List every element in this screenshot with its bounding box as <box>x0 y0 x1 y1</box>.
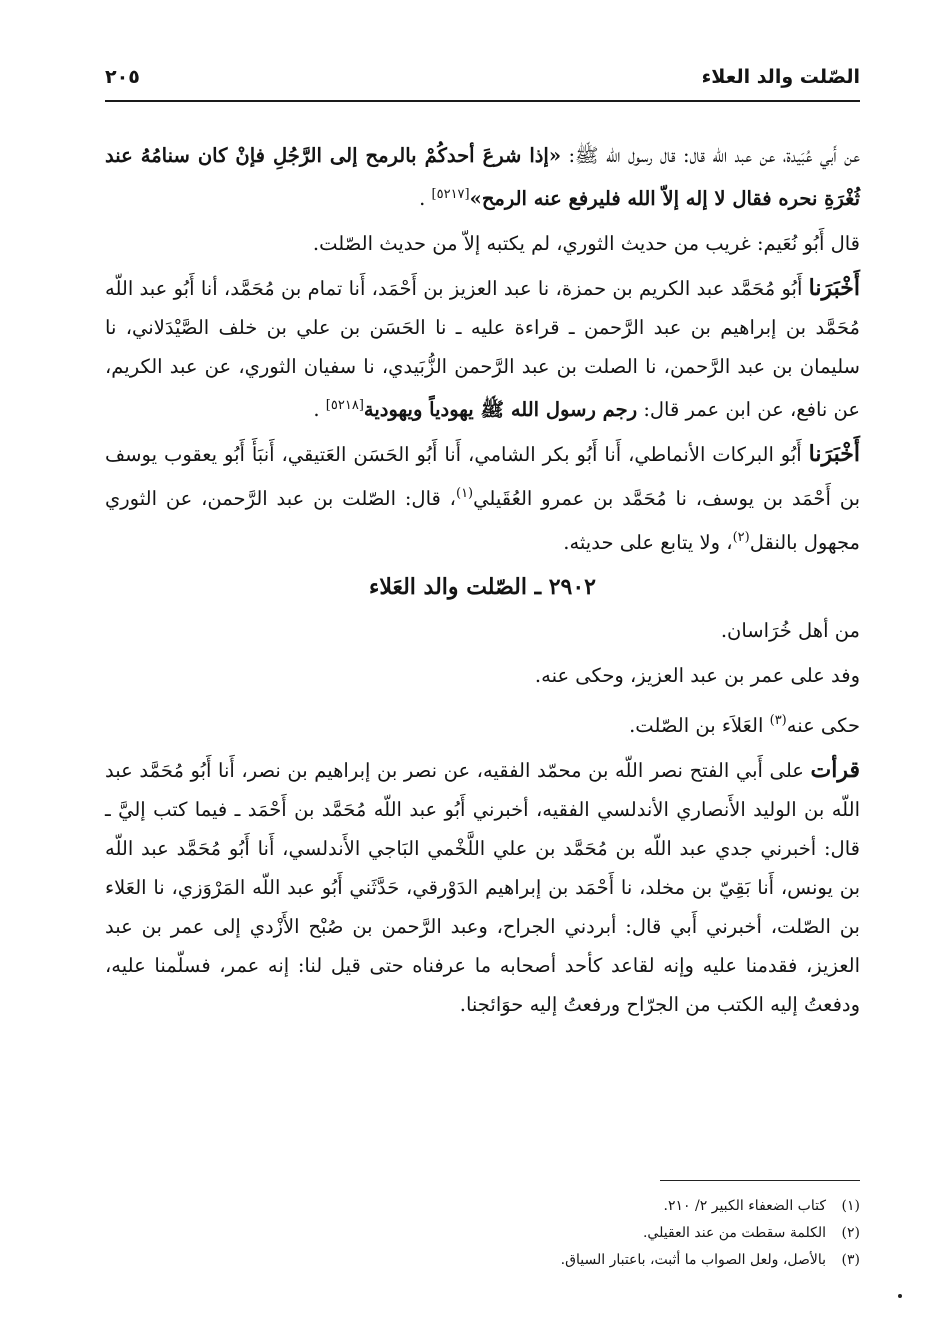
line-visit: وفد على عمر بن عبد العزيز، وحكى عنه. <box>534 664 860 687</box>
paragraph-qaraat <box>105 751 860 1024</box>
keyword-akhbarana: أَخْبَرَنا <box>808 441 860 467</box>
footnote-text: بالأصل، ولعل الصواب ما أثبت، باعتبار السياق. <box>560 1252 826 1268</box>
paragraph-isnad-2 <box>105 269 860 429</box>
footnotes <box>105 1193 860 1274</box>
narration-text: على أَبي الفتح نصر اللّه بن محمّد الفقيه، عن نصر بن إبراهيم بن نصر، أَنا أَبُو مُحَمَّد عبد اللّه بن الوليد الأَنصاري الأندلسي الفقيه، أخبرني أَبُو عبد اللّه مُحَمَّد بن أَحْمَد ـ فيما كتب إليَّ ـ قال: أخبرني جدي عبد اللّه بن مُحَمَّد بن علي اللَّخْمي البَاجي الأَندلسي، أَنا أَبُو مُحَمَّد عبد اللّه بن يونس، أَنا بَقِيّ بن مخلد، نا أَحْمَد بن إبراهيم الدَوْرقي، حَدَّثَني أَبُو عبد اللّه المَرْوَزي، نا العَلاء بن الصّلت، أخبرني أَبي قال: أبردني الجراح، وعبد الرَّحمن بن صُبْح الأَزْدي إلى عمر بن عبد العزيز، فقدمنا عليه وإنه لقاعد كأحد أصحابه ما عرفناه حتى قيل لنا: إنه عمر، فسلّمنا عليه، ودفعتُ إليه الكتب من الجرّاح ورفعتُ إليه حوَائجنا. <box>105 759 860 1016</box>
isnad-text: عن أَبي عُبَيدة، عن عبد اللّه قال: قال رسول الله ﷺ: <box>561 144 860 167</box>
keyword-akhbarana: أَخْبَرَنا <box>808 275 860 301</box>
paragraph-hadith-spear <box>105 136 860 218</box>
footnote-2 <box>105 1220 860 1247</box>
line-origin: من أهل خُرَاسان. <box>720 619 860 642</box>
comment-text: قال أَبُو نُعَيم: غريب من حديث الثوري، لم يكتبه إلاّ من حديث الصّلت. <box>312 232 860 255</box>
sentence-end: . <box>313 398 326 421</box>
paragraph-isnad-3 <box>105 435 860 562</box>
entry-title: ٢٩٠٢ ـ الصّلت والد العَلاء <box>368 574 596 600</box>
narrator-name: العَلاَء بن الصّلت. <box>629 714 770 737</box>
hadith-ref-number: [٥٢١٨] <box>325 398 364 413</box>
isnad-text: أَبُو مُحَمَّد عبد الكريم بن حمزة، نا عبد العزيز بن أَحْمَد، أَنا تمام بن مُحَمَّد، أنا أَبُو عبد اللّه مُحَمَّد بن إبراهيم بن عبد الرَّحمن ـ قراءة عليه ـ نا الحَسَن بن علي بن خلف الصَّيْدَلاني، نا سليمان بن عبد الرَّحمن، نا الصلت بن عبد الرَّحمن الزُّبَيدي، نا سفيان الثوري، عن عبد الكريم، عن نافع، عن ابن عمر قال: <box>105 277 860 421</box>
footnote-marker-3: (٣) <box>769 713 787 728</box>
footnote-3 <box>105 1247 860 1274</box>
isnad-text-cont: ، قال: الصّلت بن عبد الرَّحمن، عن الثوري مجهول بالنقل <box>105 487 860 554</box>
footnote-number: (٢) <box>841 1225 860 1241</box>
footnote-number: (٣) <box>841 1252 860 1268</box>
sentence-end: . <box>419 187 432 210</box>
hadith-matn: رجم رسول الله ﷺ يهودياً ويهودية <box>363 398 638 421</box>
header-rule <box>105 100 860 102</box>
footnote-number: (١) <box>841 1198 860 1214</box>
line-narrator <box>105 701 860 745</box>
footnote-1 <box>105 1193 860 1220</box>
footnote-marker-2: (٢) <box>732 530 750 545</box>
footnote-text: الكلمة سقطت من عند العقيلي. <box>642 1225 826 1241</box>
running-title: الصّلت والد العلاء <box>701 66 860 88</box>
footnote-text: كتاب الضعفاء الكبير ٢/ ٢١٠. <box>663 1198 826 1214</box>
keyword-qaraat: قرأت <box>810 757 860 783</box>
page-header <box>105 64 860 96</box>
hadith-matn: «إذا شرعَ أحدكُمْ بالرمح إلى الرَّجُلِ فإنْ كان سنامُهُ عند ثُغْرَةِ نحره فقال لا إله إلاّ الله فليرفع عنه الرمح» <box>105 144 860 210</box>
narrator-text: حكى عنه <box>786 714 860 737</box>
hadith-ref-number: [٥٢١٧] <box>431 187 470 202</box>
footnote-rule <box>660 1180 860 1181</box>
scan-speck <box>898 1294 902 1298</box>
footnote-marker-1: (١) <box>455 486 474 501</box>
isnad-text-end: ، ولا يتابع على حديثه. <box>563 531 733 554</box>
main-text <box>105 136 860 1030</box>
isnad-text: أَبُو البركات الأنماطي، أَنا أَبُو بكر الشامي، أَنا أَبُو الحَسَن العَتيقي، أَنبَأَ أَبُو يعقوب يوسف بن أَحْمَد بن يوسف، نا مُحَمَّد بن عمرو العُقَيلي <box>105 443 860 510</box>
paragraph-abu-nuaym <box>105 224 860 263</box>
page-number: ٢٠٥ <box>105 66 140 88</box>
